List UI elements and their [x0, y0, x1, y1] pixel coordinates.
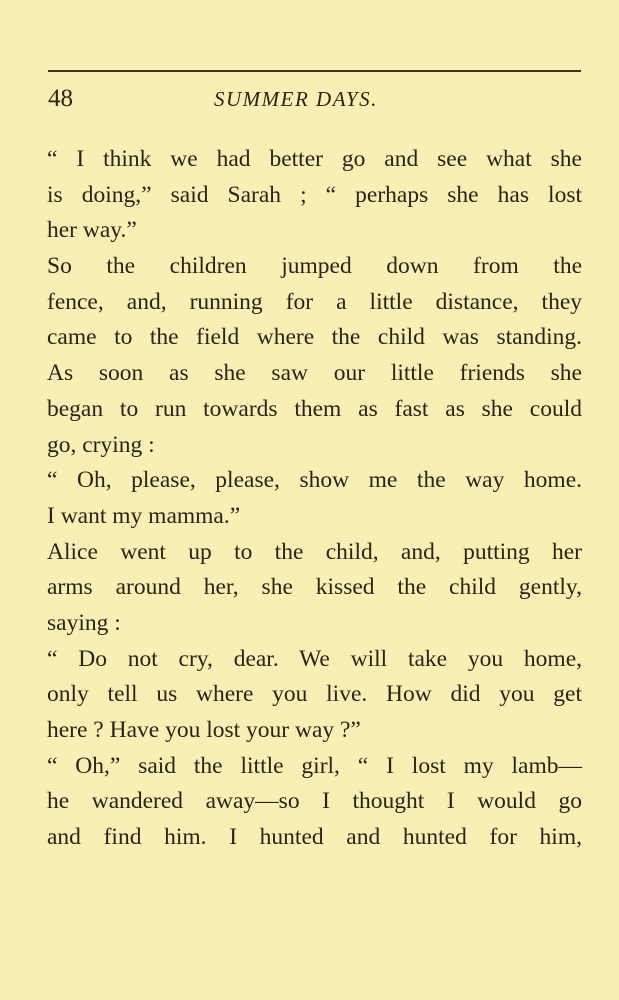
- text-line: he wandered away—so I thought I would go: [47, 788, 582, 815]
- page-number: 48: [48, 85, 73, 112]
- text-line: So the children jumped down from the: [47, 253, 582, 280]
- text-line: only tell us where you live. How did you get: [47, 681, 582, 708]
- text-line: her way.”: [47, 217, 137, 244]
- text-line: go, crying :: [47, 431, 155, 458]
- running-head: SUMMER DAYS.: [214, 87, 378, 111]
- text-line: “ I think we had better go and see what she: [47, 146, 582, 172]
- text-line: “ Do not cry, dear. We will take you home,: [47, 645, 582, 672]
- text-line: As soon as she saw our little friends she: [47, 360, 582, 387]
- text-line: Alice went up to the child, and, putting her: [47, 538, 582, 565]
- text-line: here ? Have you lost your way ?”: [47, 717, 361, 743]
- text-line: arms around her, she kissed the child gently,: [47, 574, 582, 601]
- page-body-text: [47, 142, 582, 856]
- text-line: “ Oh,” said the little girl, “ I lost my lamb—: [47, 752, 582, 779]
- text-line: “ Oh, please, please, show me the way home.: [47, 467, 582, 494]
- page-header: [48, 83, 581, 115]
- header-rule: [48, 70, 581, 72]
- text-line: fence, and, running for a little distance, they: [47, 288, 582, 315]
- text-line: I want my mamma.”: [47, 502, 241, 529]
- text-line: saying :: [47, 609, 121, 636]
- text-line: came to the field where the child was standing.: [47, 324, 582, 351]
- text-line: began to run towards them as fast as she could: [47, 395, 582, 422]
- text-line: and find him. I hunted and hunted for him,: [47, 824, 582, 851]
- text-line: is doing,” said Sarah ; “ perhaps she has lost: [47, 181, 582, 208]
